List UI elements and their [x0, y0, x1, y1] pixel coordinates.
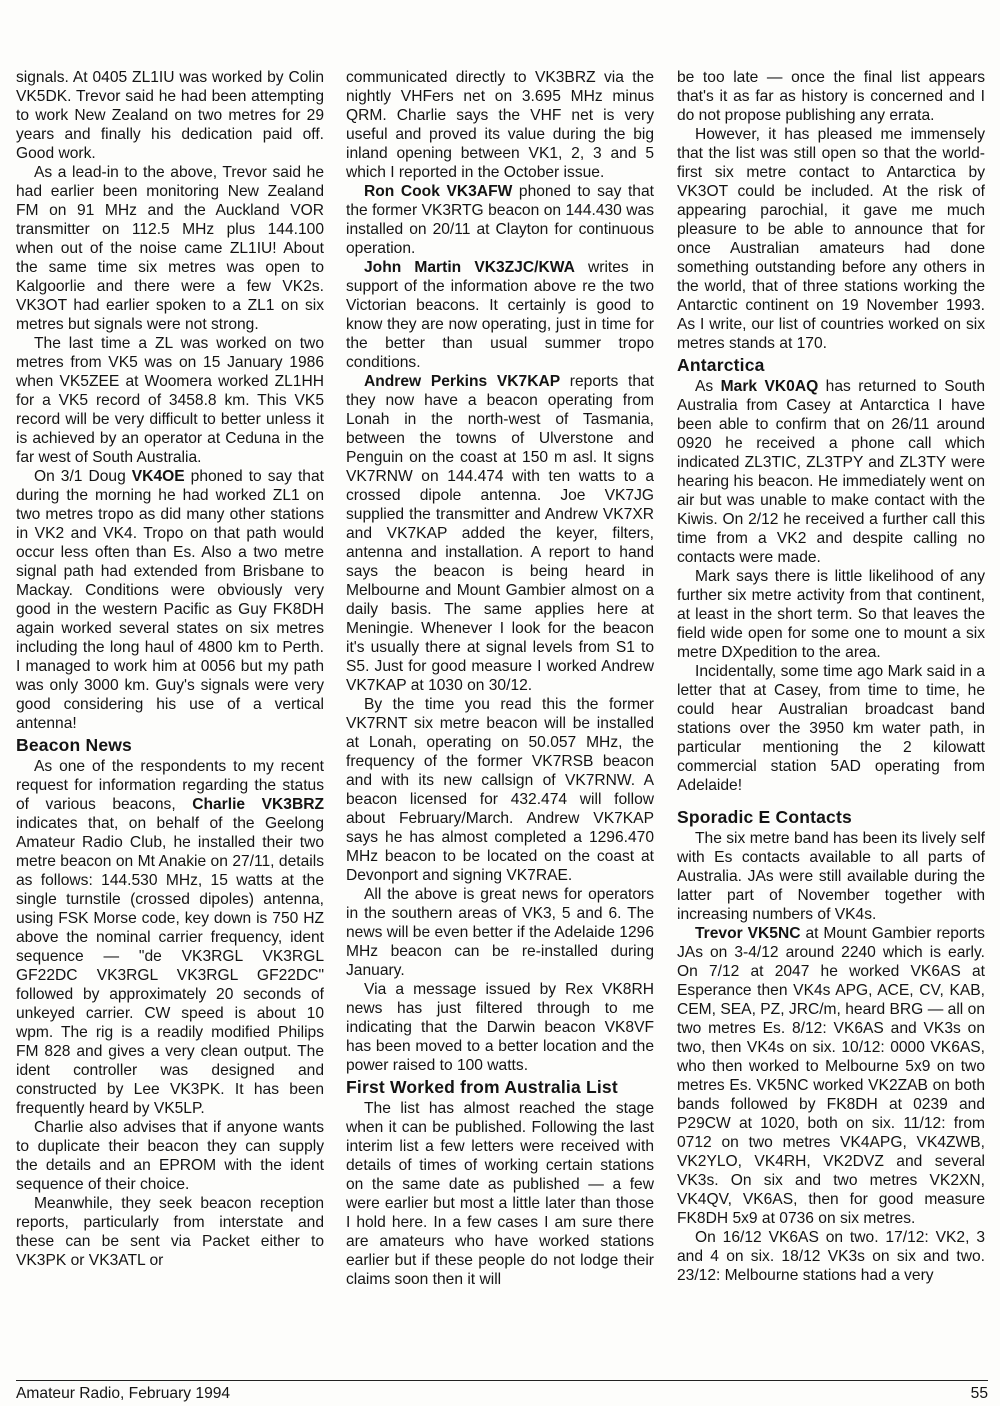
paragraph	[346, 182, 654, 258]
paragraph	[346, 1099, 654, 1289]
paragraph	[346, 980, 654, 1075]
text-run: communicated directly to VK3BRZ via the nightly VHFers net on 3.695 MHz minus QRM. Charlie says the VHF net is very useful and proved its value during the big inland opening between VK1, 2, 3 and 5 which I reported in the October issue.	[346, 69, 654, 181]
text-run: phoned to say that the former VK3RTG beacon on 144.430 was installed on 20/11 at Clayton for continuous operation.	[346, 183, 654, 257]
text-run: As	[695, 378, 721, 395]
text-run: writes in support of the information above re the two Victorian beacons. It certainly is good to know they are now operating, just in time for the better than usual summer tropo conditions.	[346, 259, 654, 371]
callsign-name: Andrew Perkins VK7KAP	[364, 373, 561, 390]
text-run: Mark says there is little likelihood of any further six metre activity from that continent, at least in the short term. So that leaves the field wide open for some one to mount a six metre DXpedition to the area.	[677, 568, 985, 661]
paragraph	[677, 662, 985, 795]
section-heading: Sporadic E Contacts	[677, 807, 852, 827]
page-number: 55	[970, 1385, 988, 1402]
text-run: Meanwhile, they seek beacon reception reports, particularly from interstate and these can be sent via Packet either to VK3PK or VK3ATL or	[16, 1195, 324, 1269]
text-run: Charlie also advises that if anyone wants to duplicate their beacon they can supply the details and an EPROM with the ident sequence of their choice.	[16, 1119, 324, 1193]
section-heading: First Worked from Australia List	[346, 1077, 618, 1097]
text-run: The list has almost reached the stage when it can be published. Following the last interim list a few letters were received with details of times of working certain stations on the same date as published — a few were earlier but most a little later than those I hold here. In a few cases I am sure there are amateurs who have worked stations earlier but if these people do not lodge their claims soon then it will	[346, 1100, 654, 1288]
paragraph	[677, 1228, 985, 1285]
callsign-name: Mark VK0AQ	[720, 378, 819, 395]
paragraph	[677, 125, 985, 353]
paragraph	[16, 1118, 324, 1194]
paragraph	[346, 372, 654, 695]
column-2	[346, 68, 654, 1378]
paragraph	[16, 1194, 324, 1270]
text-run: On 3/1 Doug	[34, 468, 132, 485]
text-run: However, it has pleased me immensely that the list was still open so that the world-first six metre contact to Antarctica by VK3OT could be included. At the risk of appearing parochial, it gave me much pleasure to be able to announce that for once Australian amateurs had done something outstanding before any others in the world, that of three stations working the Antarctic continent on 19 November 1993. As I write, our list of countries worked on six metres stands at 170.	[677, 126, 985, 352]
paragraph	[677, 829, 985, 924]
text-run: signals. At 0405 ZL1IU was worked by Colin VK5DK. Trevor said he had been attempting to work New Zealand on two metres for 29 years and finally his dedication paid off. Good work.	[16, 69, 324, 162]
callsign-name: Charlie VK3BRZ	[192, 796, 324, 813]
paragraph	[346, 885, 654, 980]
paragraph	[677, 567, 985, 662]
text-run: reports that they now have a beacon operating from Lonah in the north-west of Tasmania, between the towns of Ulverstone and Penguin on the coast at 150 m asl. It signs VK7RNW on 144.474 with ten watts to a crossed dipole antenna. Joe VK7JG supplied the transmitter and Andrew VK7XR and VK7KAP added the keyer, filters, antenna and installation. A report to hand says the beacon is being heard in Melbourne and Mount Gambier almost on a daily basis. The same applies here at Meningie. Whenever I look for the beacon it's usually there at signal levels from S1 to S5. Just for good measure I worked Andrew VK7KAP at 1030 on 30/12.	[346, 373, 654, 694]
column-3	[677, 68, 985, 1378]
callsign-name: John Martin VK3ZJC/KWA	[364, 259, 575, 276]
text-run: By the time you read this the former VK7RNT six metre beacon will be installed at Lonah, operating on 50.057 MHz, the frequency of the former VK7RSB beacon and with its new callsign of VK7RNW. A beacon licensed for 432.474 will follow about February/March. Andrew VK7KAP says he has almost completed a 1296.470 MHz beacon to be located on the coast at Devonport and signing VK7RAE.	[346, 696, 654, 884]
text-run: On 16/12 VK6AS on two. 17/12: VK2, 3 and 4 on six. 18/12 VK3s on six and two. 23/12: Melbourne stations had a very	[677, 1229, 985, 1284]
text-run: has returned to South Australia from Casey at Antarctica I have been able to confirm that on 26/11 around 0920 he received a phone call which indicated ZL3TIC, ZL3TPY and ZL3TY were hearing his beacon. He immediately went on air but was unable to make contact with the Kiwis. On 2/12 he received a further call this time from a VK2 and despite calling no contacts were made.	[677, 378, 985, 566]
text-run: As one of the respondents to my recent request for information regarding the status of various beacons,	[16, 758, 324, 813]
callsign-name: Trevor VK5NC	[695, 925, 801, 942]
paragraph	[16, 334, 324, 467]
paragraph	[677, 68, 985, 125]
text-run: at Mount Gambier reports JAs on 3-4/12 around 2240 which is early. On 7/12 at 2047 he worked VK6AS at Esperance then VK4s APG, ACE, CV, KAB, CEM, SEA, PZ, JRC/m, heard BRG — all on two metres Es. 8/12: VK6AS and VK3s on two, then VK4s on six. 10/12: 0000 VK6AS, who then worked to Melbourne 5x9 on two metres Es. VK5NC worked VK2ZAB on both bands followed by FK8DH at 0239 and P29CW at 1020, both on six. 11/12: from 0712 on two metres VK4APG, VK4ZWB, VK2YLO, VK4RH, VK2DVZ and several VK3s. On six and two metres VK2XN, VK4QV, VK6AS, then for good measure FK8DH 5x9 at 0736 on six metres.	[677, 925, 985, 1227]
footer-rule	[16, 1380, 988, 1381]
paragraph	[16, 467, 324, 733]
section-heading: Antarctica	[677, 355, 765, 375]
text-run: be too late — once the final list appears that's it as far as history is concerned and I do not propose publishing any errata.	[677, 69, 985, 124]
footer-publication: Amateur Radio, February 1994	[16, 1385, 231, 1402]
text-run: indicates that, on behalf of the Geelong Amateur Radio Club, he installed their two metre beacon on Mt Anakie on 27/11, details as follows: 144.530 MHz, 15 watts at the single turnstile (crossed dipoles) antenna, using FSK Morse code, key down is 750 HZ above the nominal carrier frequency, ident sequence — "de VK3RGL VK3RGL GF22DC VK3RGL VK3RGL GF22DC" followed by approximately 20 seconds of unkeyed carrier. CW speed is about 10 wpm. The rig is a readily modified Philips FM 828 and gives a very clean output. The ident controller was designed and constructed by Lee VK3PK. It has been frequently heard by VK5LP.	[16, 815, 324, 1117]
paragraph	[346, 68, 654, 182]
text-run: The last time a ZL was worked on two metres from VK5 was on 15 January 1986 when VK5ZEE at Woomera worked ZL1HH for a VK5 record of 3458.8 km. This VK5 record will be very difficult to better unless it is achieved by an operator at Ceduna in the far west of South Australia.	[16, 335, 324, 466]
text-run: Incidentally, some time ago Mark said in a letter that at Casey, from time to time, he could hear Australian broadcast band stations over the 3950 km water path, in particular mentioning the 2 kilowatt commercial station 5AD operating from Adelaide!	[677, 663, 985, 794]
section-heading: Beacon News	[16, 735, 132, 755]
callsign-name: Ron Cook VK3AFW	[364, 183, 513, 200]
column-1	[16, 68, 324, 1378]
text-run: phoned to say that during the morning he had worked ZL1 on two metres tropo as did many other stations in VK2 and VK4. Tropo on that path would occur less often than Es. Also a two metre signal path had extended from Brisbane to Mackay. Conditions were obviously very good in the western Pacific as Guy FK8DH again worked several states on six metres including the long haul of 4800 km to Perth. I managed to work him at 0056 but my path was only 3000 km. Guy's signals were very good considering his use of a vertical antenna!	[16, 468, 324, 732]
text-run: As a lead-in to the above, Trevor said he had earlier been monitoring New Zealand FM on 91 MHz and the Auckland VOR transmitter on 112.5 MHz plus 144.100 when out of the noise came ZL1IU! About the same time six metres was open to Kalgoorlie and there were a few VK2s. VK3OT had earlier spoken to a ZL1 on six metres but signals were not strong.	[16, 164, 324, 333]
text-run: All the above is great news for operators in the southern areas of VK3, 5 and 6. The news will be even better if the Adelaide 1296 MHz beacon can be re-installed during January.	[346, 886, 654, 979]
paragraph	[16, 68, 324, 163]
paragraph	[16, 757, 324, 1118]
paragraph	[346, 695, 654, 885]
paragraph	[16, 163, 324, 334]
paragraph	[346, 258, 654, 372]
text-run: Via a message issued by Rex VK8RH news has just filtered through to me indicating that the Darwin beacon VK8VF has been moved to a better location and the power raised to 100 watts.	[346, 981, 654, 1074]
paragraph	[677, 377, 985, 567]
text-run: The six metre band has been its lively self with Es contacts available to all parts of Australia. JAs were still available during the latter part of November together with increasing numbers of VK4s.	[677, 830, 985, 923]
paragraph	[677, 924, 985, 1228]
callsign-name: VK4OE	[131, 468, 185, 485]
